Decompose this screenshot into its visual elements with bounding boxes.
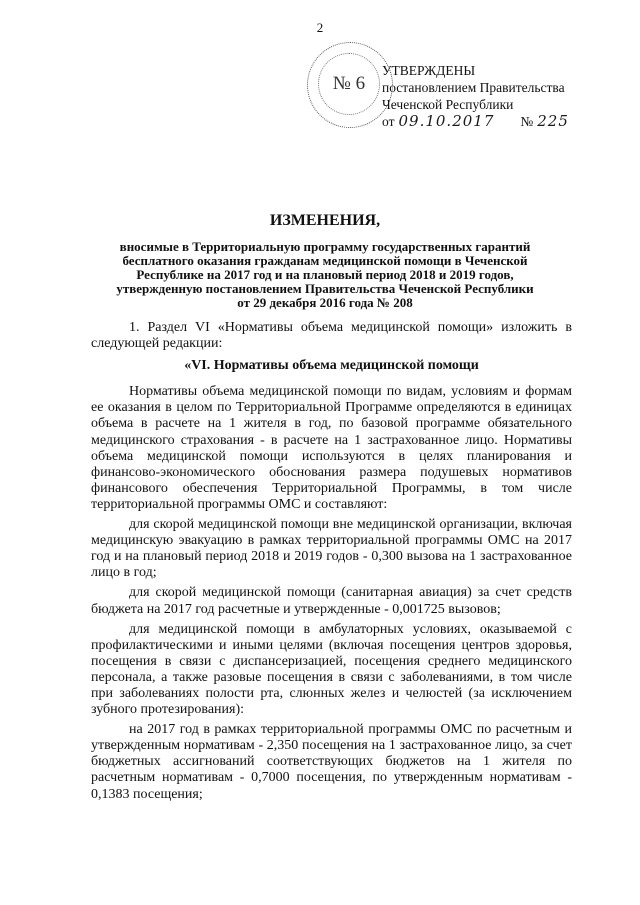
approval-date-number-line xyxy=(382,113,569,130)
paragraph-section-change: 1. Раздел VI «Нормативы объема медицинской помощи» изложить в следующей редакции: xyxy=(91,320,572,352)
page-number: 2 xyxy=(316,20,324,35)
paragraph-air-ambulance: для скорой медицинской помощи (санитарная авиация) за счет средств бюджета на 2017 год расчетные и утвержденные - 0,001725 вызовов; xyxy=(91,585,572,617)
title-subline: вносимые в Территориальную программу государственных гарантий xyxy=(119,239,531,254)
official-stamp xyxy=(307,42,393,128)
title-heading: ИЗМЕНЕНИЯ, xyxy=(269,212,381,229)
paragraph-ambulance: для скорой медицинской помощи вне медицинской организации, включая медицинскую эвакуацию в рамках территориальной программы ОМС на 2017 год и на плановый период 2018 и 2019 годов - 0,300 вызова на 1 застрахованное лицо в год; xyxy=(91,517,572,581)
document-body xyxy=(91,320,572,803)
document-title xyxy=(85,212,565,310)
paragraph-2017-norms: на 2017 год в рамках территориальной программы ОМС по расчетным и утвержденным нормативам - 2,350 посещения на 1 застрахованное лицо, за счет бюджетных ассигнований соответствующих бюджетов на 1 жителя по расчетным нормативам - 0,7000 посещения, по утвержденным нормативам - 0,1383 посещения; xyxy=(91,722,572,802)
stamp-number: № 6 xyxy=(332,73,366,94)
section-heading: «VI. Нормативы объема медицинской помощи xyxy=(184,358,479,374)
approval-number-label: № xyxy=(520,114,534,129)
title-subline: Республике на 2017 год и на плановый период 2018 и 2019 годов, xyxy=(136,267,514,282)
title-subline: от 29 декабря 2016 года № 208 xyxy=(237,295,413,310)
stamp-inner-ring xyxy=(318,53,380,115)
approval-from-label: от xyxy=(382,114,395,129)
title-subline: утвержденную постановлением Правительства Чеченской Республики xyxy=(116,281,534,296)
paragraph-outpatient: для медицинской помощи в амбулаторных условиях, оказываемой с профилактическими и иными целями (включая посещения центров здоровья, посещения в связи с диспансеризацией, посещения среднего медицинского персонала, а также разовые посещения в связи с заболеваниями, в том числе при заболеваниях полости рта, слюнных желез и челюстей (за исключением зубного протезирования): xyxy=(91,621,572,718)
title-subline: бесплатного оказания гражданам медицинской помощи в Чеченской xyxy=(122,253,528,268)
approval-number: 225 xyxy=(537,112,569,130)
paragraph-norms-intro: Нормативы объема медицинской помощи по видам, условиям и формам ее оказания в целом по Территориальной Программе определяются в единицах объема в расчете на 1 жителя в год, по базовой программе обязательного медицинского страхования - в расчете на 1 застрахованное лицо. Нормативы объема медицинской помощи используются в целях планирования и финансово-экономического обоснования размера подушевых нормативов финансового обеспечения Территориальной Программы, в том числе территориальной программы ОМС и составляют: xyxy=(91,384,572,512)
approval-date: 09.10.2017 xyxy=(398,112,495,130)
approval-decree-line: постановлением Правительства xyxy=(382,80,565,95)
approval-title: УТВЕРЖДЕНЫ xyxy=(382,63,476,78)
approval-block xyxy=(382,62,569,130)
approval-republic-line: Чеченской Республики xyxy=(382,97,514,112)
